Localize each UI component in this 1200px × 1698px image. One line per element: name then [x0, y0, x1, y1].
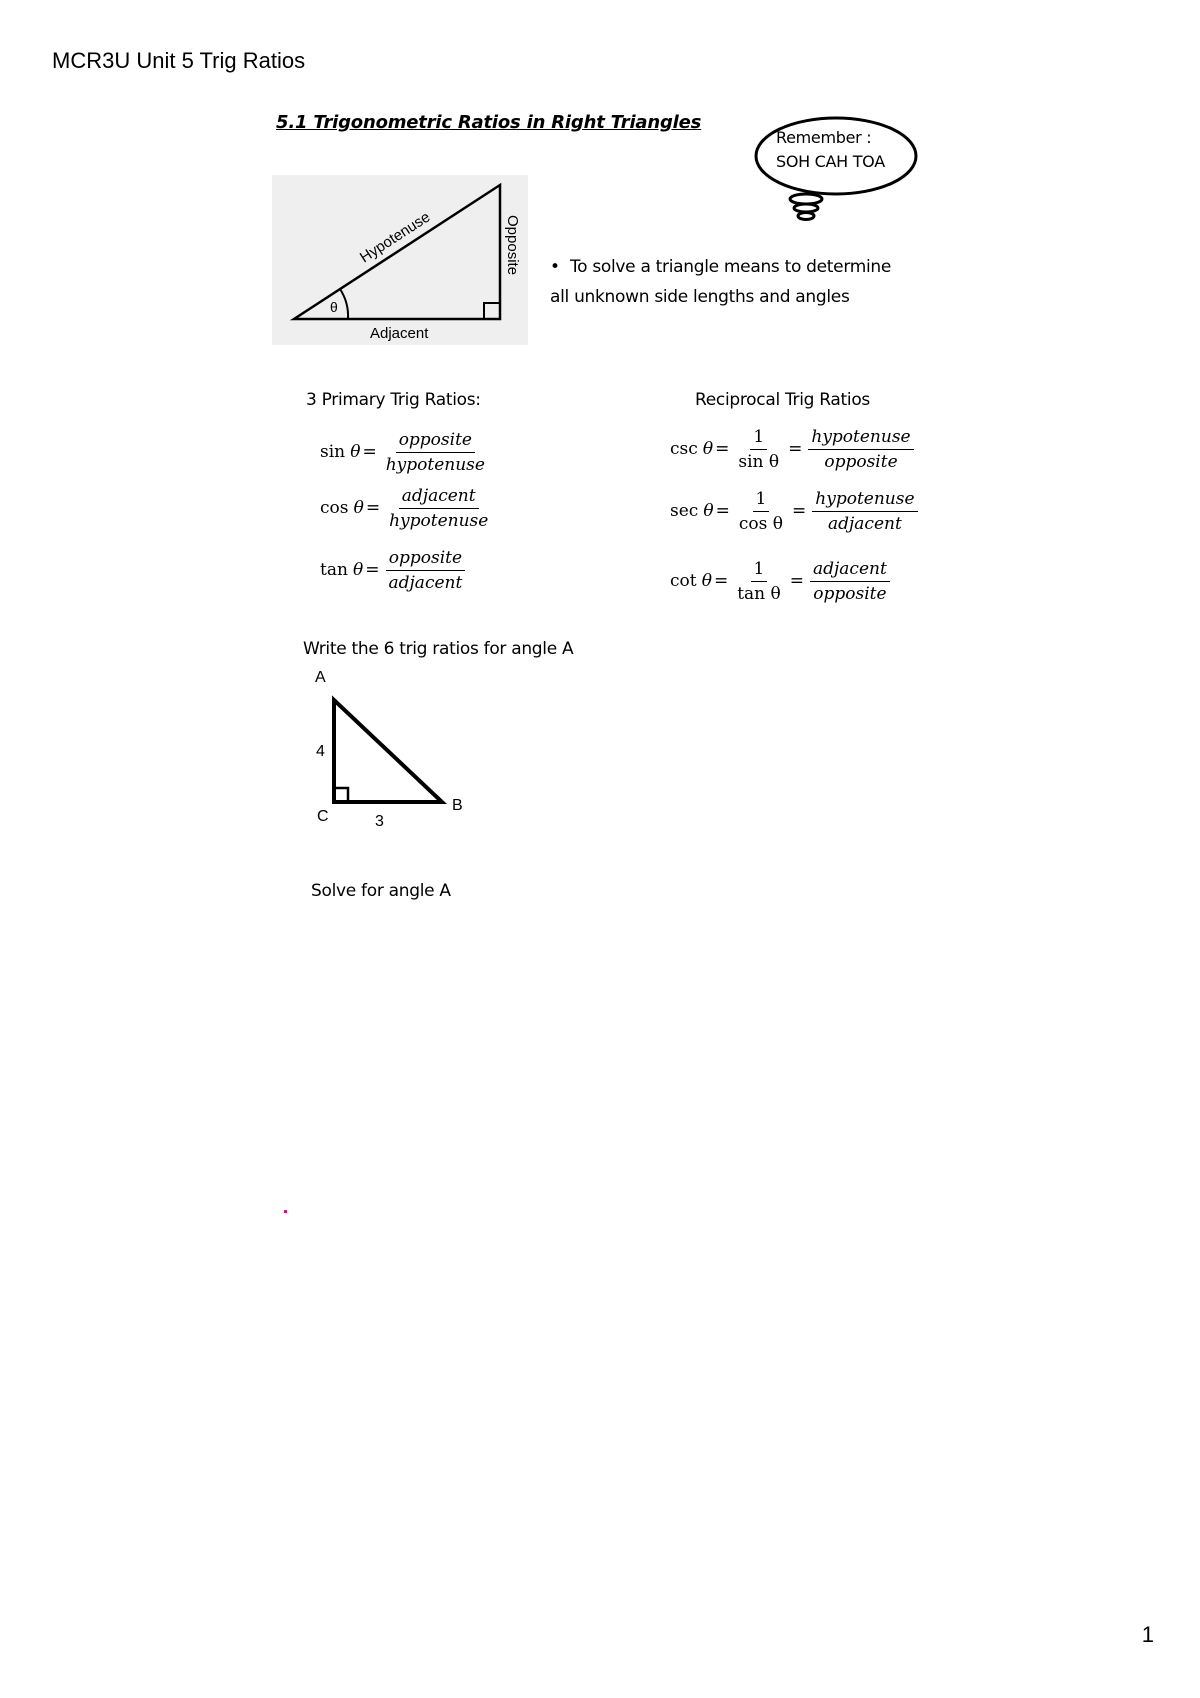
sec-mid-den: cos θ	[738, 513, 784, 534]
primary-ratios-heading: 3 Primary Trig Ratios:	[306, 390, 481, 410]
sin-fn: sin	[320, 442, 346, 462]
hypotenuse-label: Hypotenuse	[356, 208, 434, 267]
bullet-line-1	[550, 252, 891, 282]
csc-fraction	[808, 427, 913, 472]
vertex-c-label: C	[317, 808, 329, 825]
cos-denominator: hypotenuse	[389, 510, 489, 531]
primary-ratios	[320, 424, 495, 600]
csc-reciprocal-fraction	[735, 427, 782, 472]
exercise-triangle	[300, 664, 480, 834]
cot-fraction	[810, 559, 890, 604]
sin-numerator: opposite	[396, 430, 475, 453]
cos-fraction	[386, 486, 491, 531]
vertex-b-label: B	[452, 797, 463, 814]
opposite-label: Opposite	[504, 215, 521, 276]
sec-var: θ	[703, 501, 714, 521]
tan-denominator: adjacent	[388, 572, 463, 593]
csc-equals-2: =	[788, 439, 803, 459]
bullet-icon: •	[550, 257, 570, 277]
csc-formula	[670, 418, 922, 480]
cot-var: θ	[701, 571, 712, 591]
sec-one: 1	[753, 489, 770, 512]
section-title: 5.1 Trigonometric Ratios in Right Triangles	[276, 112, 702, 133]
cos-var: θ	[353, 498, 364, 518]
sin-equals: =	[362, 442, 377, 462]
labelled-right-triangle-diagram	[272, 175, 528, 345]
page-header-title: MCR3U Unit 5 Trig Ratios	[52, 48, 306, 73]
cot-denominator: opposite	[813, 583, 887, 604]
bullet-line-1-text: To solve a triangle means to determine	[569, 257, 892, 277]
bubble-text	[776, 126, 885, 174]
bubble-line-2: SOH CAH TOA	[776, 152, 885, 171]
csc-var: θ	[702, 439, 714, 459]
sin-formula	[320, 424, 495, 480]
bubble-line-1: Remember :	[776, 128, 872, 147]
stray-mark	[284, 1210, 287, 1213]
csc-mid-den: sin θ	[738, 451, 780, 472]
sec-numerator: hypotenuse	[812, 489, 917, 512]
reciprocal-ratios	[670, 418, 922, 614]
bullet-line-2: all unknown side lengths and angles	[550, 287, 850, 307]
exercise-prompt: Write the 6 trig ratios for angle A	[303, 639, 574, 659]
exercise-right-angle-marker	[334, 788, 348, 802]
adjacent-label: Adjacent	[370, 325, 429, 342]
tan-equals: =	[365, 560, 380, 580]
solve-prompt: Solve for angle A	[311, 881, 451, 901]
cos-formula	[320, 480, 495, 536]
sec-fn: sec	[670, 501, 699, 521]
sin-var: θ	[350, 442, 361, 462]
sec-fraction	[812, 489, 917, 534]
sec-denominator: adjacent	[828, 513, 902, 534]
tan-numerator: opposite	[386, 548, 465, 571]
cot-reciprocal-fraction	[734, 559, 784, 604]
tan-fraction	[386, 548, 466, 593]
sin-denominator: hypotenuse	[385, 454, 485, 475]
cos-fn: cos	[320, 498, 349, 518]
page-number: 1	[1141, 1622, 1154, 1647]
sec-formula	[670, 480, 922, 542]
exercise-triangle-outline	[334, 700, 442, 802]
cot-equals: =	[713, 571, 729, 591]
reciprocal-ratios-heading: Reciprocal Trig Ratios	[695, 390, 870, 410]
side-cb-label: 3	[375, 813, 384, 830]
cos-equals: =	[365, 498, 381, 518]
cot-mid-den: tan θ	[737, 583, 781, 604]
tan-formula	[320, 540, 495, 600]
cot-fn: cot	[670, 571, 697, 591]
cot-numerator: adjacent	[810, 559, 890, 582]
csc-equals: =	[715, 439, 730, 459]
sec-equals-2: =	[792, 501, 807, 521]
tan-var: θ	[353, 560, 364, 580]
csc-numerator: hypotenuse	[808, 427, 913, 450]
side-ac-label: 4	[316, 743, 325, 760]
csc-denominator: opposite	[824, 451, 898, 472]
sec-reciprocal-fraction	[736, 489, 786, 534]
csc-fn: csc	[670, 439, 698, 459]
vertex-a-label: A	[315, 669, 326, 686]
sec-equals: =	[715, 501, 730, 521]
tan-fn: tan	[320, 560, 348, 580]
cot-formula	[670, 548, 922, 614]
cos-numerator: adjacent	[399, 486, 479, 509]
bullet-note	[550, 252, 891, 312]
cot-one: 1	[751, 559, 768, 582]
cot-equals-2: =	[789, 571, 804, 591]
angle-theta-label: θ	[330, 299, 338, 315]
sin-fraction	[383, 430, 488, 475]
csc-one: 1	[750, 427, 767, 450]
